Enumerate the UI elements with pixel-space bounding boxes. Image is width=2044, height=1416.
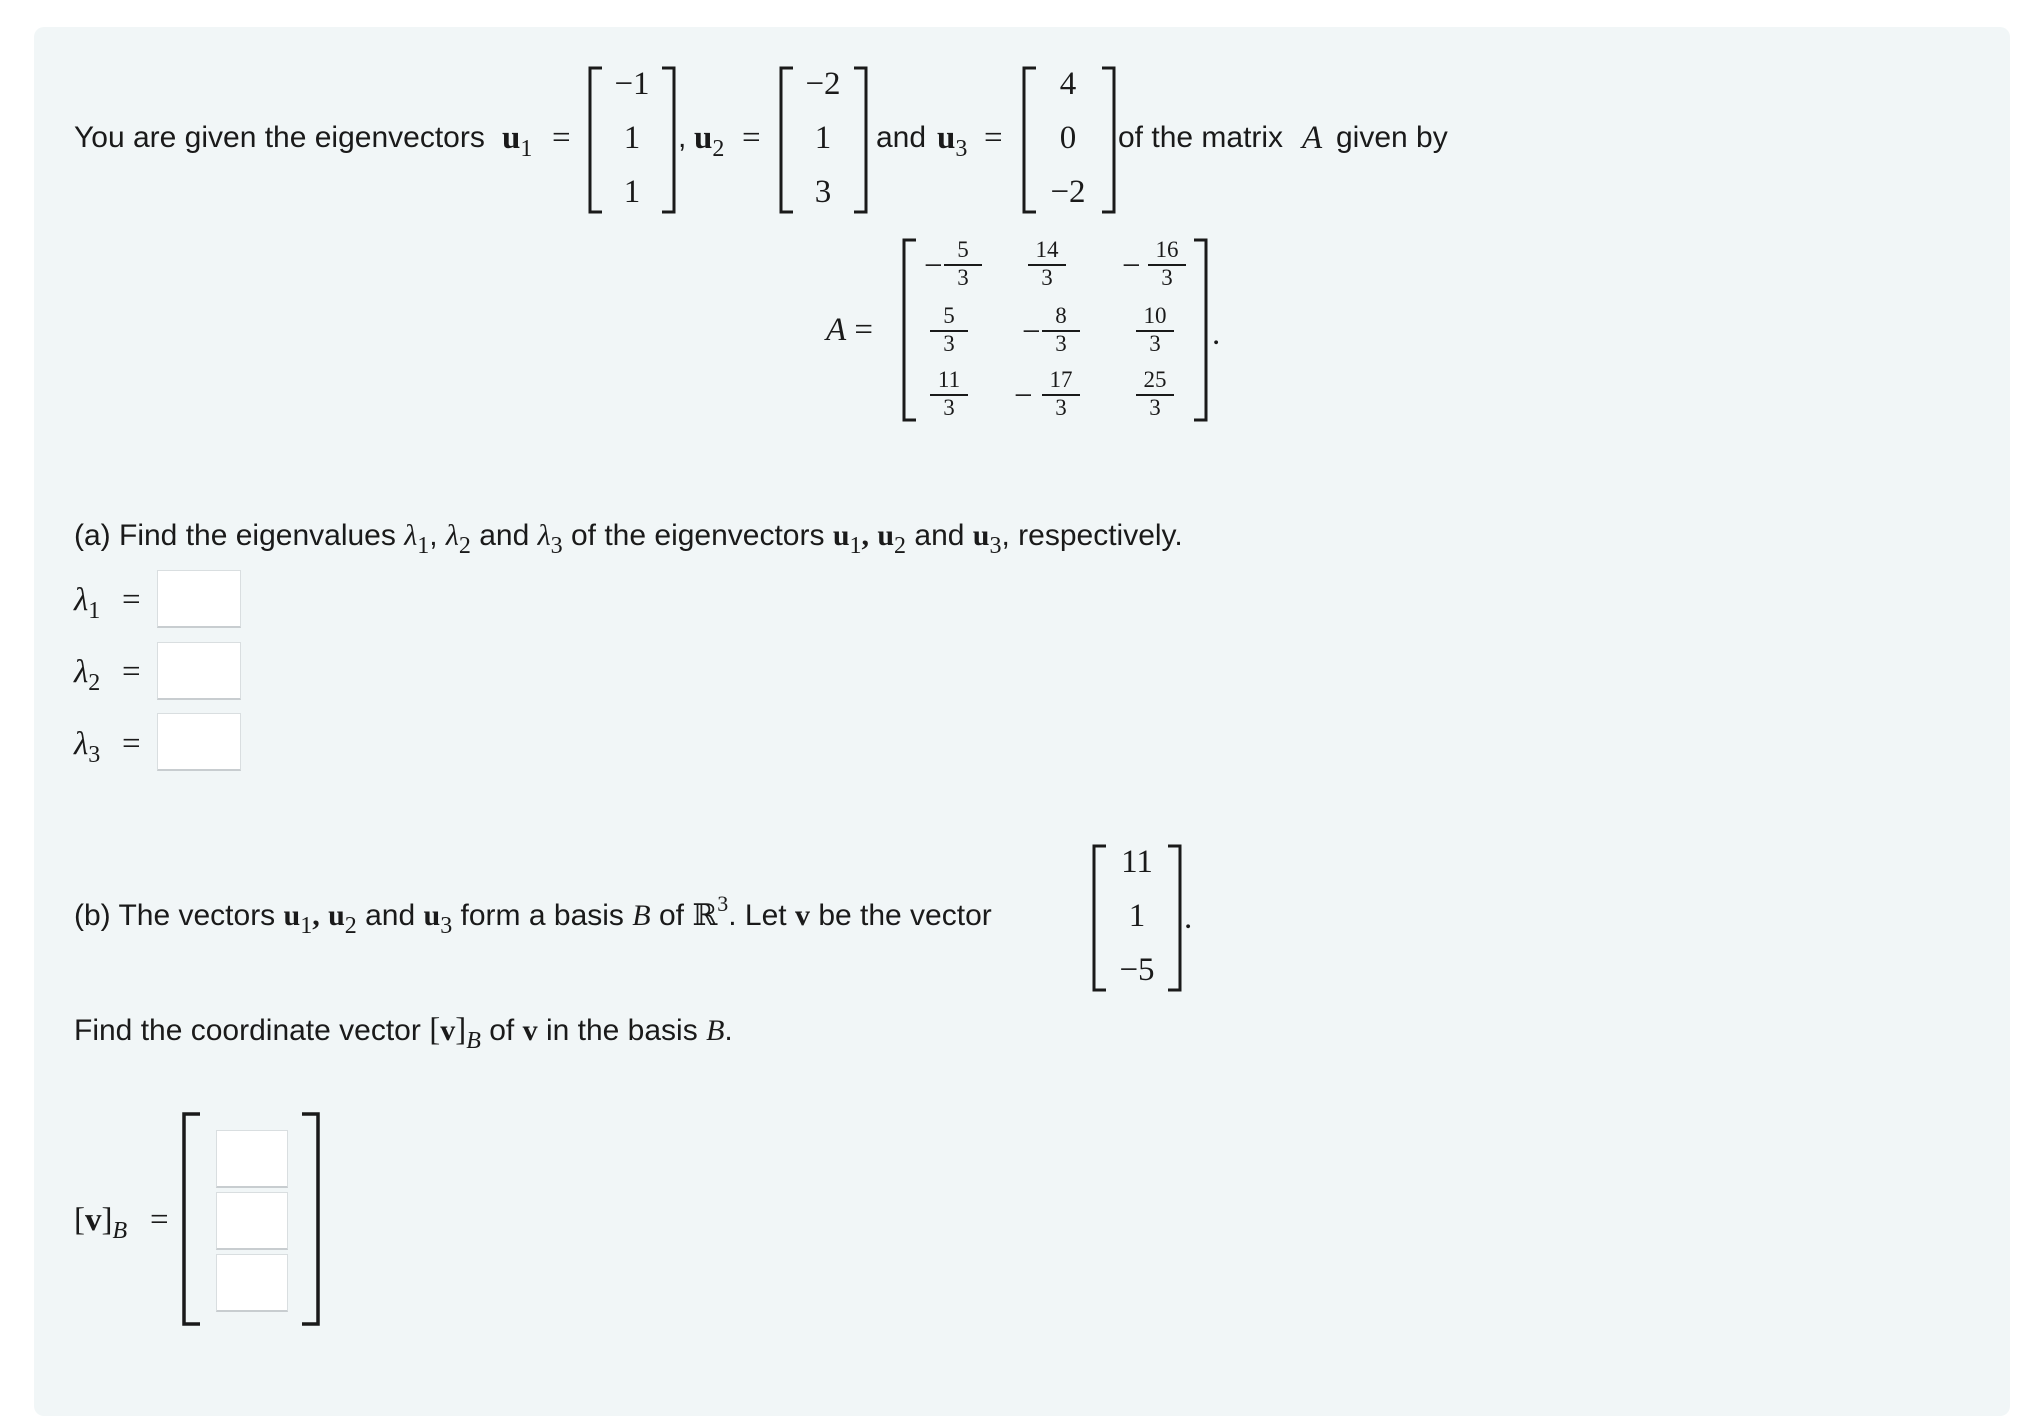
vB-left-bracket <box>182 1114 202 1324</box>
lambda1-label: $\lambda_1$ <box>74 582 101 624</box>
matrix-A-entry: $\frac{5}{3}$ <box>928 238 998 290</box>
matrix-A-entry: $\frac{14}{3}$ <box>1012 238 1082 290</box>
u2-entry: −2 <box>805 66 841 102</box>
period: . <box>1184 900 1193 936</box>
equals-sign: = <box>150 1202 169 1238</box>
u2-entry: 3 <box>814 174 832 210</box>
equals-sign: = <box>742 120 761 156</box>
matrix-A-sign: − <box>1022 314 1041 350</box>
lambda3-input[interactable] <box>157 713 241 771</box>
matrix-A-symbol: A <box>1302 120 1323 156</box>
matrix-A-entry: $\frac{8}{3}$ <box>1026 304 1096 356</box>
and-text: and <box>876 121 927 154</box>
u3-entry: 4 <box>1059 66 1077 102</box>
given-by-text: given by <box>1336 121 1448 154</box>
matrix-A-entry: $\frac{16}{3}$ <box>1132 238 1202 290</box>
v-entry: −5 <box>1119 952 1155 988</box>
lambda2-input[interactable] <box>157 642 241 700</box>
v-entry: 1 <box>1128 898 1146 934</box>
equals-sign: = <box>122 582 141 618</box>
u2-label: $u_2$ <box>694 120 725 162</box>
question-card <box>34 27 2010 1416</box>
u2-entry: 1 <box>814 120 832 156</box>
part-b-prompt: (b) The vectors $u_1$, $u_2$ and $u_3$ form a basis B of ℝ$^3$. Let v be the vector <box>74 891 992 939</box>
matrix-A-entry: $\frac{10}{3}$ <box>1120 304 1190 356</box>
find-coordinate-prompt: Find the coordinate vector $[v]_B$ of v in the basis B. <box>74 1012 733 1054</box>
period: . <box>1212 316 1221 352</box>
matrix-A-entry: $\frac{5}{3}$ <box>914 304 984 356</box>
vB-input-2[interactable] <box>216 1192 288 1250</box>
matrix-A-entry: $\frac{25}{3}$ <box>1120 368 1190 420</box>
u1-entry: 1 <box>623 174 641 210</box>
u3-entry: 0 <box>1059 120 1077 156</box>
equals-sign: = <box>122 726 141 762</box>
u1-label: $u_1$ <box>502 120 533 162</box>
matrix-A-label: A = <box>826 312 874 348</box>
u1-entry: 1 <box>623 120 641 156</box>
comma: , <box>678 121 687 154</box>
u3-entry: −2 <box>1050 174 1086 210</box>
intro-prefix: You are given the eigenvectors <box>74 121 485 154</box>
u3-label: $u_3$ <box>937 120 968 162</box>
matrix-A-sign: − <box>924 248 943 284</box>
vB-input-1[interactable] <box>216 1130 288 1188</box>
matrix-A-entry: $\frac{11}{3}$ <box>914 368 984 420</box>
part-a-prompt: (a) Find the eigenvalues $\lambda_1$, $\lambda_2$ and $\lambda_3$ of the eigenvectors $u_1$, $u_2$ and $u_3$, respectively. <box>74 519 1183 559</box>
vB-right-bracket <box>300 1114 320 1324</box>
matrix-A-entry: $\frac{17}{3}$ <box>1026 368 1096 420</box>
v-entry: 11 <box>1121 844 1153 880</box>
matrix-A-sign: − <box>1122 248 1141 284</box>
lambda3-label: $\lambda_3$ <box>74 726 101 768</box>
lambda2-label: $\lambda_2$ <box>74 654 101 696</box>
u1-entry: −1 <box>614 66 650 102</box>
equals-sign: = <box>122 654 141 690</box>
equals-sign: = <box>984 120 1003 156</box>
lambda1-input[interactable] <box>157 570 241 628</box>
intro-suffix: of the matrix <box>1118 121 1284 154</box>
equals-sign: = <box>552 120 571 156</box>
matrix-A-sign: − <box>1014 378 1033 414</box>
vB-input-3[interactable] <box>216 1254 288 1312</box>
vB-label: $[v]_B$ <box>74 1202 128 1244</box>
